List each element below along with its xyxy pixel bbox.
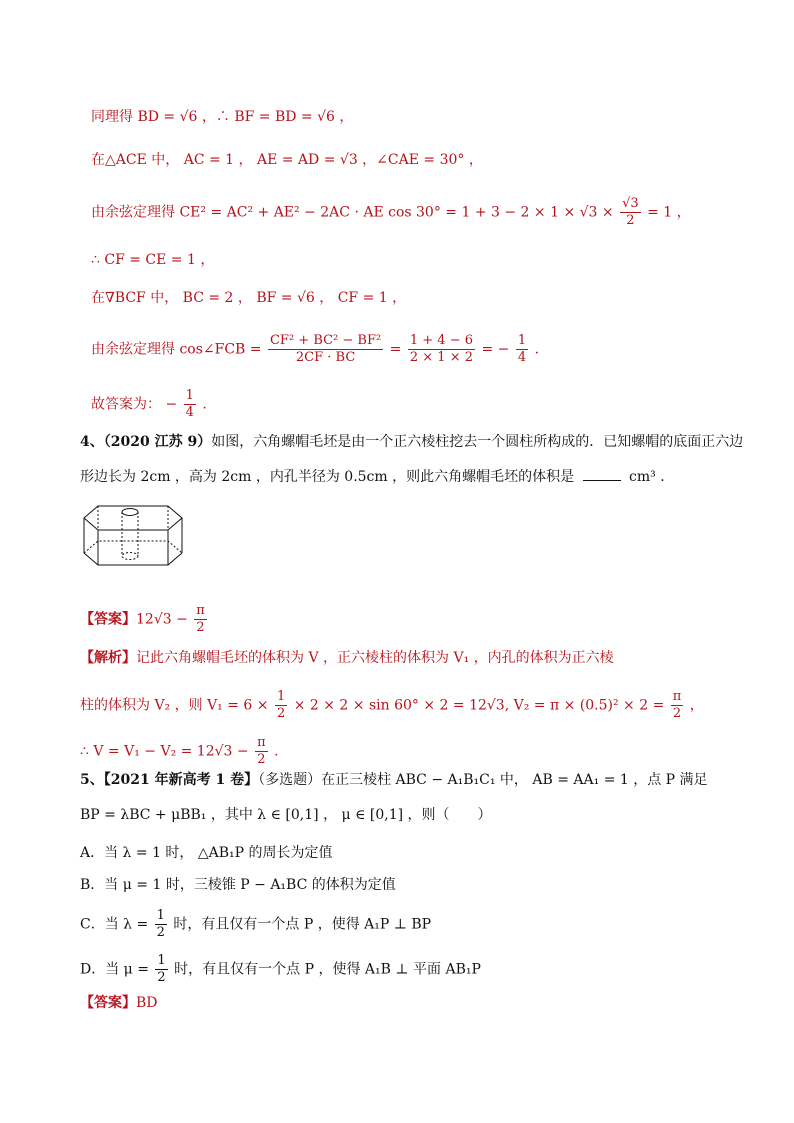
solution-text: = − [481, 341, 510, 358]
question-text: 如图，六角螺帽毛坯是由一个正六棱柱挖去一个圆柱所构成的．已知螺帽的底面正六边 [211, 434, 744, 450]
fraction [408, 333, 475, 366]
question-4-answer [80, 603, 209, 636]
fraction-denominator: 2 [196, 620, 205, 635]
solution-text: ∴ CF = CE = 1 ， [91, 252, 215, 268]
cylinder-top-ellipse [122, 509, 138, 516]
fraction-denominator: 2 × 1 × 2 [409, 350, 473, 365]
fraction-numerator: 1 [157, 953, 166, 968]
solution-text: . [534, 341, 540, 358]
fraction [155, 908, 167, 941]
question-5-answer [80, 993, 158, 1013]
answer-text: BD [136, 995, 158, 1011]
solution-line-1 [91, 107, 353, 127]
option-d [80, 953, 481, 986]
option-text: A．当 λ = 1 时， △AB₁P 的周长为定值 [80, 845, 333, 861]
analysis-label: 【解析】 [80, 650, 136, 666]
solution-text: = [389, 341, 402, 358]
question-4-analysis-3 [80, 735, 279, 768]
solution-text: 在△ACE 中， AC = 1 ， AE = AD = √3 ，∠CAE = 30° ， [91, 152, 483, 168]
question-number: 5、【2021 年新高考 1 卷】 [80, 772, 259, 788]
fraction-numerator: 1 [276, 689, 286, 704]
hexagon-bottom-edge [84, 553, 182, 565]
question-4-analysis-2 [80, 689, 704, 722]
fraction-denominator: 2 [257, 752, 266, 767]
question-4-line-1 [80, 432, 743, 452]
solution-text: . [202, 396, 207, 413]
answer-label: 【答案】 [80, 995, 136, 1011]
fraction-numerator: 1 + 4 − 6 [409, 333, 473, 348]
solution-text: = 1 ， [647, 204, 691, 221]
solution-line-2 [91, 150, 483, 170]
question-4-analysis-1 [80, 648, 614, 668]
hexagonal-nut-blank-icon [78, 498, 188, 578]
fraction-denominator: 2 [672, 706, 682, 721]
fraction-denominator: 2 [626, 213, 635, 228]
solution-line-3 [91, 196, 691, 229]
fraction-denominator: 2 [156, 925, 165, 940]
option-a [80, 843, 333, 863]
option-text: C．当 λ = [80, 916, 149, 933]
analysis-text: . [274, 743, 279, 760]
fraction [184, 388, 196, 421]
solution-text: 由余弦定理得 CE² = AC² + AE² − 2AC · AE cos 30° = 1 + 3 − 2 × 1 × √3 × [91, 204, 614, 221]
fraction [155, 953, 167, 986]
fraction-denominator: 4 [185, 405, 194, 420]
fraction [268, 333, 383, 366]
analysis-text: ， [689, 697, 704, 714]
fraction-numerator: π [196, 603, 205, 618]
fraction [516, 333, 528, 366]
solution-text: 在∇BCF 中， BC = 2 ， BF = √6 ， CF = 1 ， [91, 290, 407, 306]
question-4-line-2 [80, 466, 674, 487]
fraction [255, 735, 268, 768]
analysis-text: 柱的体积为 V₂ ，则 V₁ = 6 × [80, 697, 269, 714]
answer-label: 【答案】 [80, 611, 136, 628]
hexagon-top-face [84, 506, 182, 530]
solution-line-4 [91, 250, 214, 270]
fraction-numerator: √3 [622, 196, 639, 211]
analysis-text: ∴ V = V₁ − V₂ = 12√3 − [80, 743, 249, 760]
cylinder-bottom-ellipse [122, 553, 138, 560]
question-text: cm³ ． [629, 469, 675, 485]
analysis-text: × 2 × 2 × sin 60° × 2 = 12√3, V₂ = π × (0.5)² × 2 = [293, 697, 665, 714]
solution-line-5 [91, 288, 406, 308]
option-text: 时，有且仅有一个点 P ，使得 A₁P ⊥ BP [173, 916, 432, 933]
option-text: D．当 μ = [80, 961, 149, 978]
fraction-denominator: 2 [276, 706, 286, 721]
fraction [671, 689, 684, 722]
hexagon-hidden-edge [84, 541, 182, 553]
question-text: （多选题）在正三棱柱 ABC − A₁B₁C₁ 中， AB = AA₁ = 1 ，点 P 满足 [258, 772, 708, 788]
fraction-numerator: π [672, 689, 682, 704]
solution-text: 由余弦定理得 cos∠FCB = [91, 341, 262, 358]
option-text: 时，有且仅有一个点 P ，使得 A₁B ⊥ 平面 AB₁P [174, 961, 481, 978]
fraction-denominator: 2 [157, 970, 166, 985]
option-c [80, 908, 431, 941]
answer-text: 12√3 − [136, 611, 188, 628]
solution-text: 故答案为： − [91, 396, 178, 413]
solution-line-7 [91, 388, 207, 421]
question-5-line-1 [80, 770, 708, 790]
fraction-numerator: 1 [156, 908, 165, 923]
fraction-numerator: 1 [517, 333, 527, 348]
fraction-denominator: 2CF · BC [295, 350, 356, 365]
answer-blank [583, 466, 621, 481]
solution-line-6 [91, 333, 539, 366]
question-5-line-2 [80, 805, 492, 825]
question-number: 4、（2020 江苏 9） [80, 434, 212, 450]
fraction [194, 603, 207, 636]
option-text: B．当 μ = 1 时，三棱锥 P − A₁BC 的体积为定值 [80, 877, 396, 893]
solution-text: 同理得 BD = √6 ，∴ BF = BD = √6 ， [91, 109, 354, 125]
fraction [275, 689, 287, 722]
fraction-denominator: 4 [517, 350, 527, 365]
fraction-numerator: CF² + BC² − BF² [269, 333, 382, 348]
option-b [80, 875, 396, 895]
fraction-numerator: 1 [185, 388, 194, 403]
fraction-numerator: π [257, 735, 266, 750]
analysis-text: 记此六角螺帽毛坯的体积为 V ，正六棱柱的体积为 V₁ ，内孔的体积为正六棱 [136, 650, 614, 666]
question-text: BP = λBC + μBB₁ ，其中 λ ∈ [0,1] ， μ ∈ [0,1] ，则（ ） [80, 807, 492, 823]
fraction [620, 196, 641, 229]
question-text: 形边长为 2cm ，高为 2cm ，内孔半径为 0.5cm ，则此六角螺帽毛坯的体积是 [80, 469, 575, 485]
